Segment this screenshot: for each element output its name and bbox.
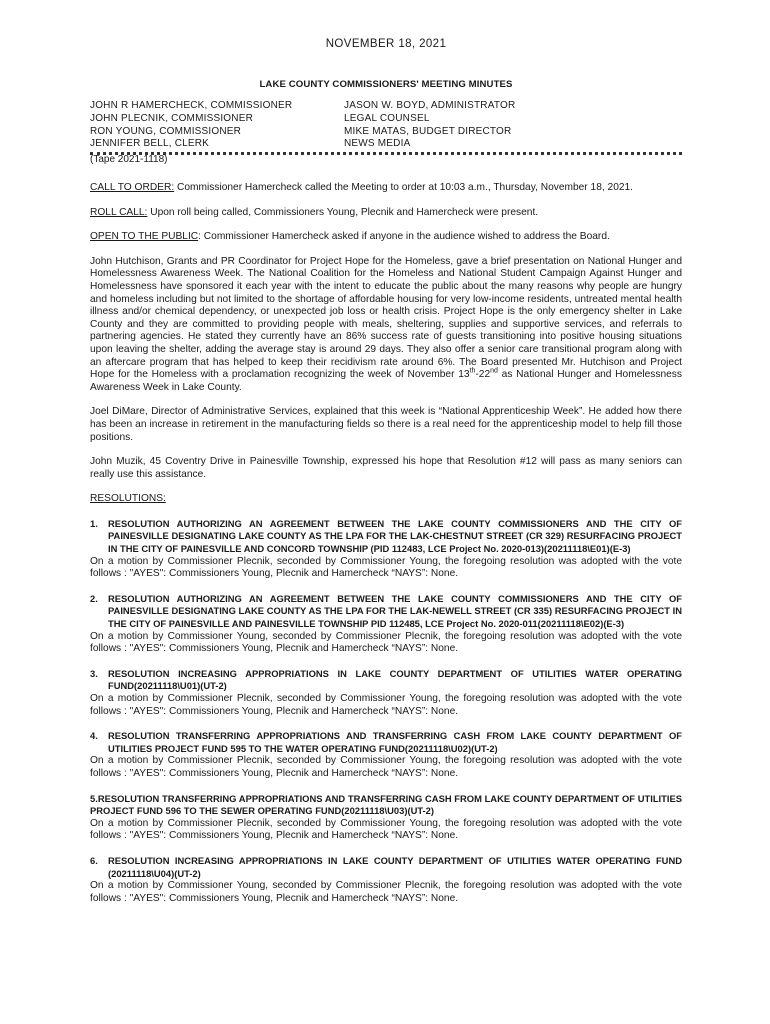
attendee: LEGAL COUNSEL (344, 112, 430, 124)
resolution-motion: On a motion by Commissioner Plecnik, seconded by Commissioner Young, the foregoing resolution was adopted with the vote follows : "AYES": Commissioners Young, Plecnik and Hamercheck “NAYS”: None. (90, 817, 682, 842)
resolution-title (90, 593, 682, 631)
call-to-order-label: CALL TO ORDER: (90, 182, 175, 193)
resolution-title-text: RESOLUTION AUTHORIZING AN AGREEMENT BETWEEN THE LAKE COUNTY COMMISSIONERS AND THE CITY OF PAINESVILLE DESIGNATING LAKE COUNTY AS THE LPA FOR THE LAK-NEWELL STREET (CR 335) RESURFACING PROJECT IN THE CITY OF PAINESVILLE AND PAINESVILLE TOWNSHIP PID 112485, LCE Project No. 2020-011(20211118\E02)(E-3) (108, 592, 682, 630)
resolution-number: 2. (90, 592, 98, 604)
attendee: MIKE MATAS, BUDGET DIRECTOR (344, 125, 512, 137)
document-title: LAKE COUNTY COMMISSIONERS' MEETING MINUTES (259, 79, 513, 90)
resolution-item (90, 793, 682, 843)
attendee: JOHN R HAMERCHECK, COMMISSIONER (90, 100, 293, 111)
resolution-title (90, 855, 682, 880)
paragraph-text: as National Hunger and Homelessness Awareness Week in Lake County. (90, 369, 682, 393)
resolution-title-text: RESOLUTION INCREASING APPROPRIATIONS IN LAKE COUNTY DEPARTMENT OF UTILITIES WATER OPERATING FUND (20211118\U04)(UT-2) (108, 854, 682, 879)
attendees-left-column (90, 100, 292, 151)
superscript: th (469, 367, 476, 375)
call-to-order-text: Commissioner Hamercheck called the Meeting to order at 10:03 a.m., Thursday, November 18, 2021. (174, 182, 634, 193)
resolution-number: 1. (90, 517, 98, 529)
resolution-title-text: RESOLUTION AUTHORIZING AN AGREEMENT BETWEEN THE LAKE COUNTY COMMISSIONERS AND THE CITY OF PAINESVILLE DESIGNATING LAKE COUNTY AS THE LPA FOR THE LAK-CHESTNUT STREET (CR 329) RESURFACING PROJECT IN THE CITY OF PAINESVILLE AND CONCORD TOWNSHIP (PID 112483, LCE Project No. 2020-013)(20211118\E01)(E-3) (108, 517, 682, 555)
resolution-motion: On a motion by Commissioner Young, seconded by Commissioner Plecnik, the foregoing resolution was adopted with the vote follows : "AYES": Commissioners Young, Plecnik and Hamercheck “NAYS”: None. (90, 630, 682, 655)
resolution-number: 4. (90, 730, 98, 742)
attendee: JASON W. BOYD, ADMINISTRATOR (344, 100, 516, 111)
resolution-title (90, 793, 682, 818)
resolution-item (90, 668, 682, 718)
resolution-item (90, 518, 682, 581)
resolution-number: 6. (90, 854, 98, 866)
resolutions-heading (90, 493, 682, 506)
dotted-divider (90, 152, 682, 155)
resolution-motion: On a motion by Commissioner Plecnik, seconded by Commissioner Young, the foregoing resolution was adopted with the vote follows : "AYES": Commissioners Young, Plecnik and Hamercheck “NAYS”: None. (90, 555, 682, 580)
roll-call-paragraph (90, 207, 682, 220)
roll-call-label: ROLL CALL: (90, 206, 148, 218)
attendee: NEWS MEDIA (344, 138, 411, 150)
dimare-paragraph: Joel DiMare, Director of Administrative Services, explained that this week is “National Apprenticeship Week”. He added how there has been an increase in retirement in the manufacturing fields so there is a real need for the apprenticeship model to help fill those positions. (90, 406, 682, 443)
resolution-number: 5. (90, 792, 98, 804)
superscript: nd (490, 367, 498, 375)
resolution-motion: On a motion by Commissioner Plecnik, seconded by Commissioner Young, the foregoing resolution was adopted with the vote follows : "AYES": Commissioners Young, Plecnik and Hamercheck “NAYS”: None. (90, 693, 682, 717)
resolution-item (90, 593, 682, 656)
resolution-title-text: RESOLUTION TRANSFERRING APPROPRIATIONS AND TRANSFERRING CASH FROM LAKE COUNTY DEPARTMENT OF UTILITIES PROJECT FUND 596 TO THE SEWER OPERATING FUND(20211118\U03)(UT-2) (90, 792, 682, 817)
call-to-order-paragraph (90, 182, 682, 195)
open-to-public-paragraph (90, 231, 682, 244)
resolution-title (90, 730, 682, 755)
minutes-body (90, 182, 682, 917)
attendee: JOHN PLECNIK, COMMISSIONER (90, 112, 253, 124)
muzik-paragraph: John Muzik, 45 Coventry Drive in Painesville Township, expressed his hope that Resolution #12 will pass as many seniors can really use this assistance. (90, 456, 682, 480)
resolution-motion: On a motion by Commissioner Plecnik, seconded by Commissioner Young, the foregoing resolution was adopted with the vote follows : "AYES": Commissioners Young, Plecnik and Hamercheck “NAYS”: None. (90, 755, 682, 779)
resolution-title-text: RESOLUTION INCREASING APPROPRIATIONS IN LAKE COUNTY DEPARTMENT OF UTILITIES WATER OPERATING FUND(20211118\U01)(UT-2) (108, 667, 682, 692)
attendee: RON YOUNG, COMMISSIONER (90, 125, 242, 137)
resolution-number: 3. (90, 667, 98, 679)
paragraph-text: -22 (475, 369, 491, 381)
resolution-title (90, 518, 682, 556)
paragraph-text: John Hutchison, Grants and PR Coordinator for Project Hope for the Homeless, gave a brief presentation on National Hunger and Homelessness Awareness Week. The National Coalition for the Homeless and National Student Campaign Against Hunger and Homelessness have sponsored it each year with the intent to educate the public about the many reasons why people are hungry and homeless including but not limited to the shortage of affordable housing for very low-income residents, untreated mental health illness and/or chemical dependency, or unexpected job loss or health crisis. Project Hope is the only emergency shelter in Lake County and they are committed to providing people with meals, sheltering, supplies and supportive services, and referrals to partnering agencies. He stated they currently have an 86% success rate of guests transitioning into positive housing situations upon leaving the shelter, adding the average stay is around 29 days. They also offer a senior care transitional program along with an aftercare program that has helped to keep their recidivism rate around 6%. The Board presented Mr. Hutchison and Project Hope for the Homeless with a proclamation recognizing the week of November 13 (90, 255, 682, 381)
tape-number: (Tape 2021-1118) (90, 154, 168, 165)
open-to-public-label: OPEN TO THE PUBLIC (90, 231, 199, 243)
resolution-title (90, 668, 682, 693)
resolution-item (90, 855, 682, 905)
resolution-motion: On a motion by Commissioner Young, seconded by Commissioner Plecnik, the foregoing resolution was adopted with the vote follows : "AYES": Commissioners Young, Plecnik and Hamercheck “NAYS”: None. (90, 880, 682, 904)
resolution-item (90, 730, 682, 780)
meeting-date: NOVEMBER 18, 2021 (325, 38, 447, 50)
attendees-right-column (344, 100, 515, 151)
resolution-title-text: RESOLUTION TRANSFERRING APPROPRIATIONS AND TRANSFERRING CASH FROM LAKE COUNTY DEPARTMENT OF UTILITIES PROJECT FUND 595 TO THE WATER OPERATING FUND(20211118\U02)(UT-2) (108, 730, 682, 754)
resolutions-label: RESOLUTIONS: (90, 493, 166, 505)
attendee: JENNIFER BELL, CLERK (90, 138, 210, 150)
roll-call-text: Upon roll being called, Commissioners Young, Plecnik and Hamercheck were present. (147, 206, 539, 218)
open-to-public-text: : Commissioner Hamercheck asked if anyone in the audience wished to address the Board. (198, 231, 610, 243)
hutchison-paragraph (90, 256, 682, 395)
